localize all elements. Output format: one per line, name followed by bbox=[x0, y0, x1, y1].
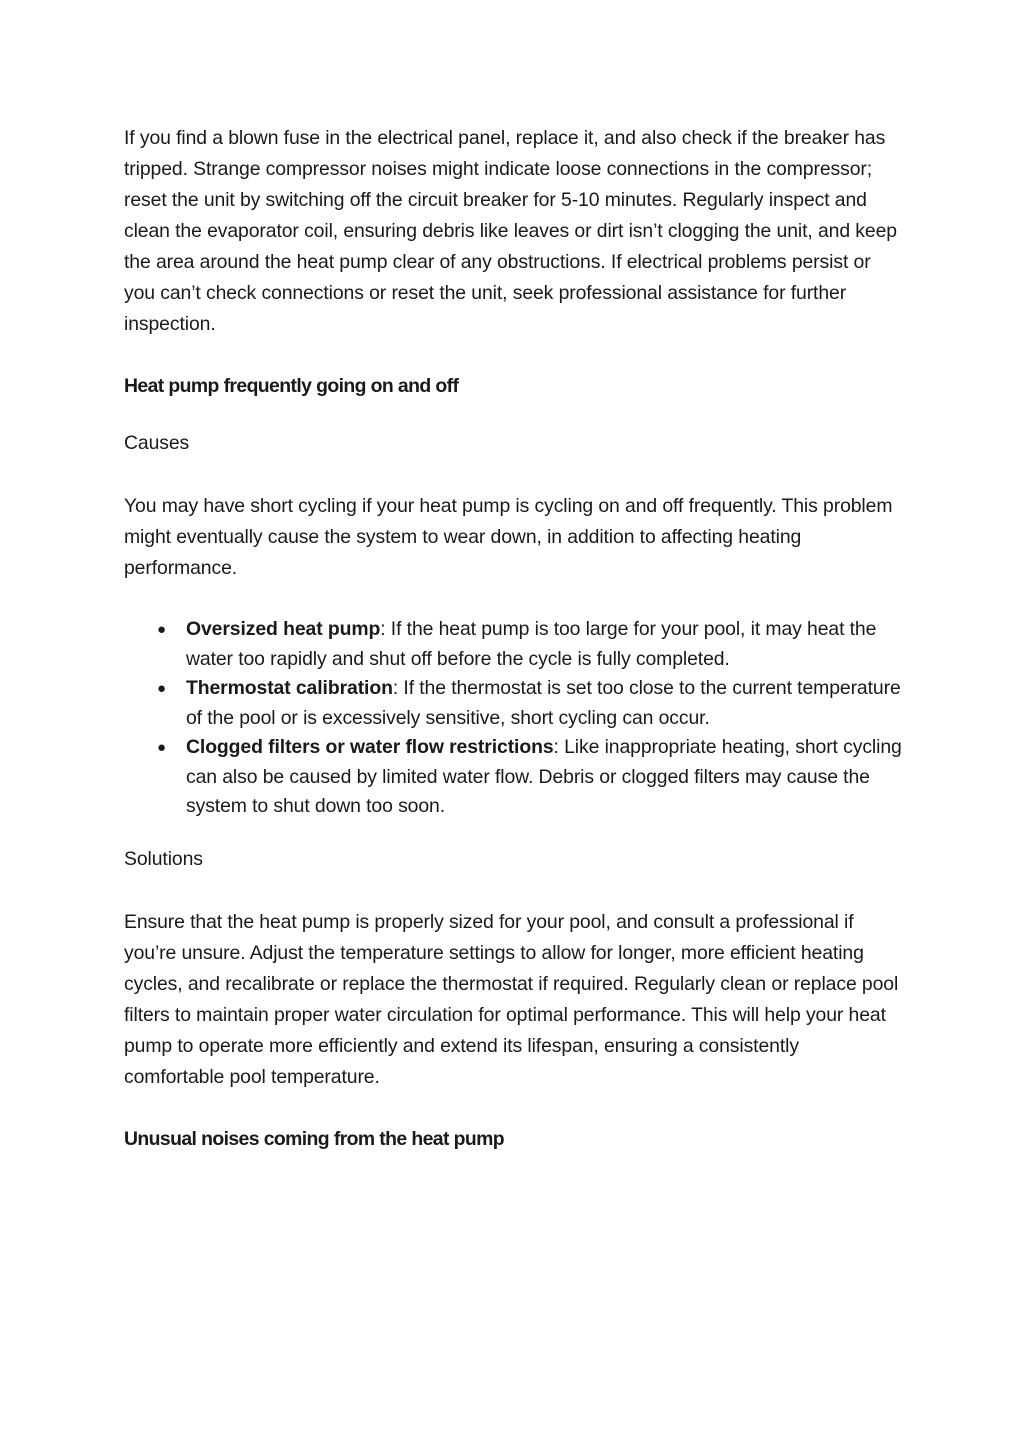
list-item-term: Clogged filters or water flow restrictions bbox=[186, 736, 554, 758]
causes-paragraph: You may have short cycling if your heat pump is cycling on and off frequently. This problem might eventually cause the system to wear down, in addition to affecting heating performance. bbox=[124, 495, 893, 579]
list-item bbox=[157, 733, 904, 822]
section-heading-unusual-noises: Unusual noises coming from the heat pump bbox=[124, 1127, 505, 1150]
intro-paragraph: If you find a blown fuse in the electrical panel, replace it, and also check if the breaker has tripped. Strange compressor noises might indicate loose connections in the compressor; reset the unit by switching off the circuit breaker for 5-10 minutes. Regularly inspect and clean the evaporator coil, ensuring debris like leaves or dirt isn’t clogging the unit, and keep the area around the heat pump clear of any obstructions. If electrical problems persist or you can’t check connections or reset the unit, seek professional assistance for further inspection. bbox=[124, 127, 897, 335]
solutions-paragraph: Ensure that the heat pump is properly sized for your pool, and consult a professional if you’re unsure. Adjust the temperature settings to allow for longer, more efficient heating cycles, and recalibrate or replace the thermostat if required. Regularly clean or replace pool filters to maintain proper water circulation for optimal performance. This will help your heat pump to operate more efficiently and extend its lifespan, ensuring a consistently comfortable pool temperature. bbox=[124, 910, 899, 1088]
bullet-icon: ● bbox=[157, 739, 166, 756]
list-item-text: : Like inappropriate heating, short cycling can also be caused by limited water flow. Debris or clogged filters may cause the system to shut down too soon. bbox=[186, 736, 902, 817]
list-item bbox=[157, 615, 904, 674]
document-page bbox=[124, 123, 904, 1181]
list-item bbox=[157, 674, 904, 733]
list-item-term: Oversized heat pump bbox=[186, 618, 381, 640]
causes-list bbox=[124, 615, 904, 822]
bullet-icon: ● bbox=[157, 621, 166, 638]
causes-label: Causes bbox=[124, 432, 190, 454]
section-heading-short-cycling: Heat pump frequently going on and off bbox=[124, 375, 459, 397]
list-item-text: : If the heat pump is too large for your pool, it may heat the water too rapidly and shut off before the cycle is fully completed. bbox=[186, 618, 877, 670]
list-item-term: Thermostat calibration bbox=[186, 677, 393, 699]
solutions-label: Solutions bbox=[124, 847, 203, 870]
list-item-text: : If the thermostat is set too close to the current temperature of the pool or is excessively sensitive, short cycling can occur. bbox=[186, 677, 901, 729]
bullet-icon: ● bbox=[157, 680, 166, 697]
